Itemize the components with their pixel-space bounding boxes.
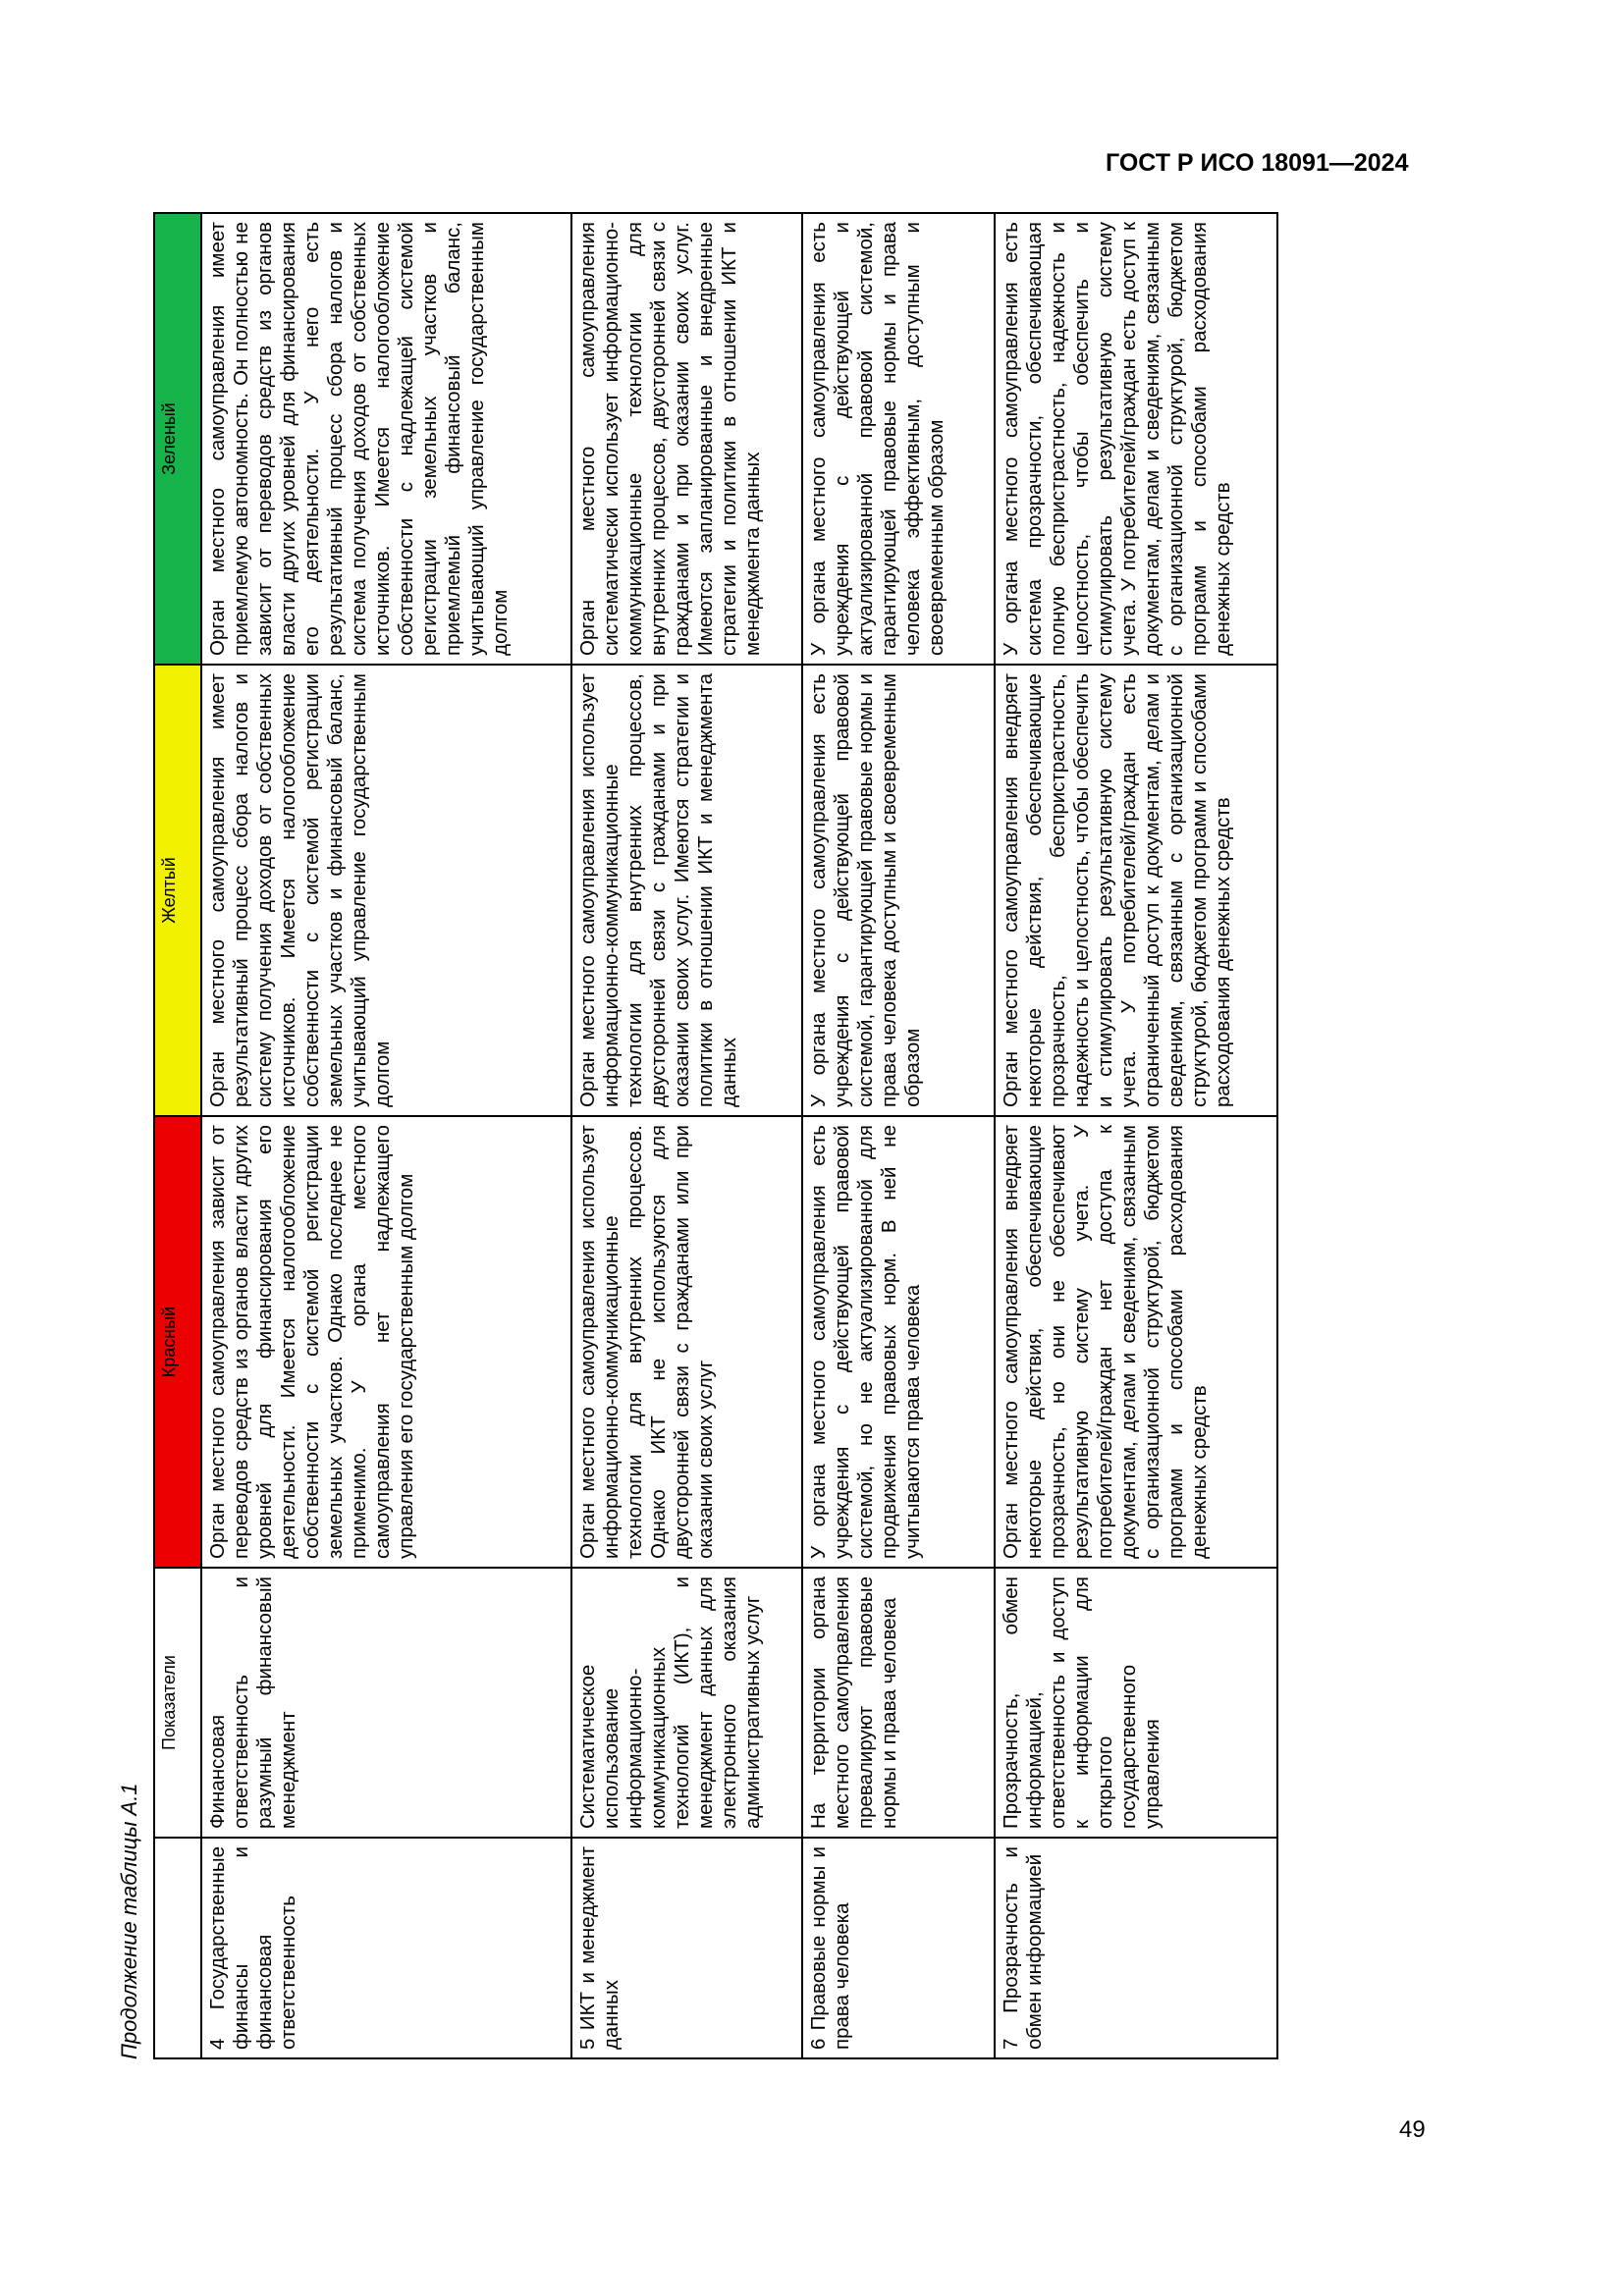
- row-category: 7 Прозрачность и обмен информацией: [995, 1838, 1277, 2058]
- header-category: [154, 1838, 201, 2058]
- row-green: Орган местного самоуправления систематически использует информационно-коммуникационные технологии для внутренних процессов, двусторонней связи с гражданами и при оказании своих услуг. Имеются запланированные и внедренные стратегии и политики в отношении ИКТ и менеджмента данных: [571, 213, 802, 665]
- row-category: 4 Государственные финансы и финансовая ответственность: [201, 1838, 571, 2058]
- row-green: У органа местного самоуправления есть система прозрачности, обеспечивающая полную беспристрастность, надежность и целостность, чтобы обеспечить и стимулировать результативную систему учета. У потребителей/граждан есть доступ к документам, делам и сведениям, связанным с организационной структурой, бюджетом программ и способами расходования денежных средств: [995, 213, 1277, 665]
- row-red: Орган местного самоуправления использует информационно-коммуникационные технологии для внутренних процессов. Однако ИКТ не используются для двусторонней связи с гражданами или при оказании своих услуг: [571, 1116, 802, 1568]
- row-yellow: Орган местного самоуправления использует информационно-коммуникационные технологии для внутренних процессов, двусторонней связи с гражданами и при оказании своих услуг. Имеются стратегии и политики в отношении ИКТ и менеджмента данных: [571, 665, 802, 1116]
- table-header-row: [154, 213, 201, 2058]
- row-indicator: Финансовая ответственность и разумный финансовый менеджмент: [201, 1568, 571, 1838]
- row-indicator: На территории органа местного самоуправления превалируют правовые нормы и права человека: [802, 1568, 995, 1838]
- continuation-caption: Продолжение таблицы А.1: [117, 1783, 141, 2059]
- header-yellow: Желтый: [154, 665, 201, 1116]
- row-indicator: Прозрачность, обмен информацией, ответственность и доступ к информации для открытого государственного управления: [995, 1568, 1277, 1838]
- table-row: [802, 213, 995, 2058]
- page-number: 49: [1399, 2116, 1426, 2143]
- table-row: [571, 213, 802, 2058]
- header-green: Зеленый: [154, 213, 201, 665]
- row-red: Орган местного самоуправления зависит от переводов средств из органов власти других уровней для финансирования его деятельности. Имеется налогообложение собственности с системой регистрации земельных участков. Однако последнее не применимо. У органа местного самоуправления нет надлежащего управления его государственным долгом: [201, 1116, 571, 1568]
- indicator-table: [153, 212, 1278, 2059]
- header-red: Красный: [154, 1116, 201, 1568]
- row-yellow: Орган местного самоуправления внедряет некоторые действия, обеспечивающие прозрачность, беспристрастность, надежность и целостность, чтобы обеспечить и стимулировать результативную систему учета. У потребителей/граждан есть ограниченный доступ к документам, делам и сведениям, связанным с организационной структурой, бюджетом программ и способами расходования денежных средств: [995, 665, 1277, 1116]
- rotated-table-frame: [110, 214, 1445, 2059]
- row-yellow: У органа местного самоуправления есть учреждения с действующей правовой системой, гарантирующей правовые нормы и права человека доступным и своевременным образом: [802, 665, 995, 1116]
- row-red: У органа местного самоуправления есть учреждения с действующей правовой системой, но не актуализированной для продвижения правовых норм. В ней не учитываются права человека: [802, 1116, 995, 1568]
- row-green: У органа местного самоуправления есть учреждения с действующей и актуализированной правовой системой, гарантирующей правовые нормы и права человека эффективным, доступным и своевременным образом: [802, 213, 995, 665]
- table-row: [995, 213, 1277, 2058]
- row-category: 6 Правовые нормы и права человека: [802, 1838, 995, 2058]
- standard-header: ГОСТ Р ИСО 18091—2024: [1106, 149, 1409, 177]
- row-category: 5 ИКТ и менеджмент данных: [571, 1838, 802, 2058]
- row-red: Орган местного самоуправления внедряет некоторые действия, обеспечивающие прозрачность, но они не обеспечивают результативную систему учета. У потребителей/граждан нет доступа к документам, делам и сведениям, связанным с организационной структурой, бюджетом программ и способами расходования денежных средств: [995, 1116, 1277, 1568]
- row-green: Орган местного самоуправления имеет приемлемую автономность. Он полностью не зависит от переводов средств из органов власти других уровней для финансирования его деятельности. У него есть результативный процесс сбора налогов и система получения доходов от собственных источников. Имеется налогообложение собственности с надлежащей системой регистрации земельных участков и приемлемый финансовый баланс, учитывающий управление государственным долгом: [201, 213, 571, 665]
- header-indicators: Показатели: [154, 1568, 201, 1838]
- table-row: [201, 213, 571, 2058]
- row-yellow: Орган местного самоуправления имеет результативный процесс сбора налогов и систему получения доходов от собственных источников. Имеется налогообложение собственности с системой регистрации земельных участков и финансовый баланс, учитывающий управление государственным долгом: [201, 665, 571, 1116]
- row-indicator: Систематическое использование информационно-коммуникационных технологий (ИКТ), и менеджмент данных для электронного оказания административных услуг: [571, 1568, 802, 1838]
